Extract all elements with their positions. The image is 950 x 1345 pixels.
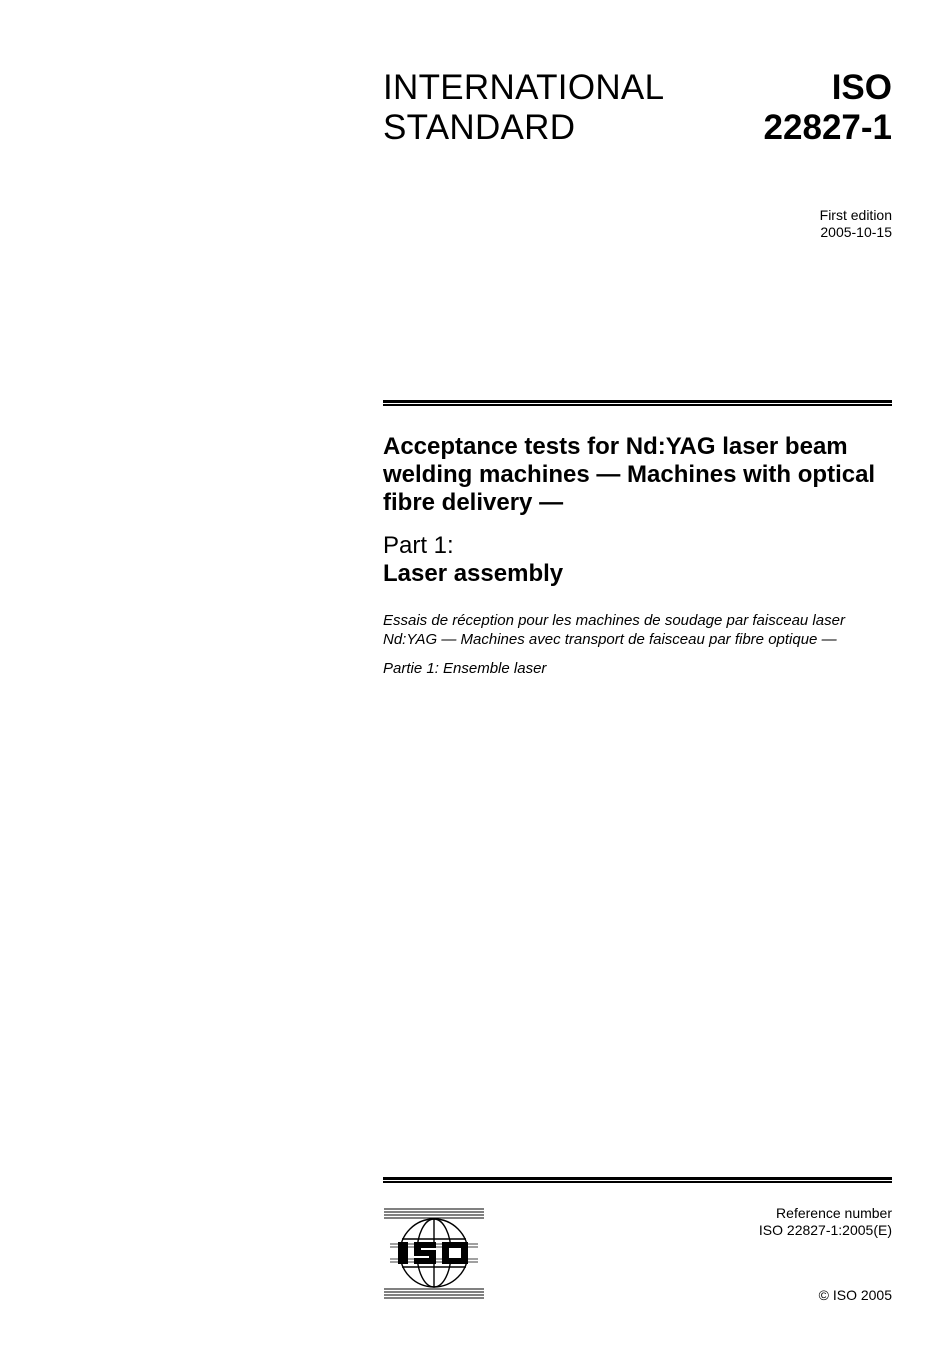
standard-number: 22827-1 xyxy=(763,108,892,147)
standard-designation xyxy=(764,68,892,148)
french-part-title: Partie 1: Ensemble laser xyxy=(383,660,547,677)
edition-label: First edition xyxy=(819,207,892,223)
english-title: Acceptance tests for Nd:YAG laser beam welding machines — Machines with optical fibre delivery — xyxy=(383,433,876,516)
document-type xyxy=(383,68,664,148)
reference-label: Reference number xyxy=(776,1205,892,1221)
iso-logo xyxy=(384,1207,484,1300)
reference-block xyxy=(759,1205,892,1239)
footer-top-rule xyxy=(383,1177,892,1183)
part-title: Laser assembly xyxy=(383,560,564,587)
french-title: Essais de réception pour les machines de soudage par faisceau laser Nd:YAG — Machines avec transport de faisceau par fibre optique — xyxy=(383,612,845,648)
reference-number: ISO 22827-1:2005(E) xyxy=(758,1222,892,1238)
standard-org: ISO xyxy=(831,68,892,107)
document-type-line2: STANDARD xyxy=(383,108,576,147)
edition-block xyxy=(820,207,892,241)
document-type-line1: INTERNATIONAL xyxy=(383,68,665,107)
edition-date: 2005-10-15 xyxy=(820,224,892,240)
copyright: © ISO 2005 xyxy=(818,1287,892,1303)
title-top-rule xyxy=(383,400,892,406)
part-label: Part 1: xyxy=(383,532,454,559)
